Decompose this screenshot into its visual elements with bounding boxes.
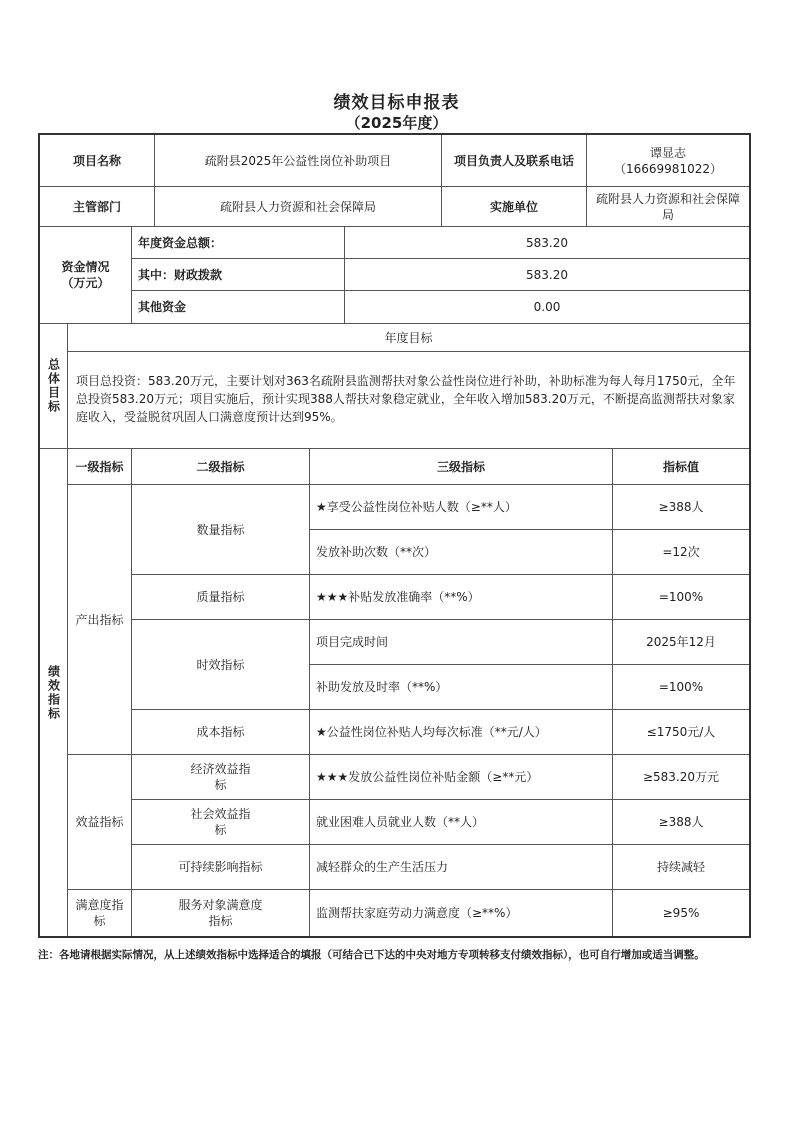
- level3-row-1: ★享受公益性岗位补贴人数（≥**人）: [310, 485, 613, 530]
- indicators-side-label: 绩效指标: [40, 449, 68, 936]
- col-header-level2: 二级指标: [132, 449, 310, 485]
- level3-row-9: 减轻群众的生产生活压力: [310, 845, 613, 890]
- value-row-1: ≥388人: [613, 485, 749, 530]
- funds-fiscal-value: 583.20: [345, 259, 749, 291]
- dept-value: 疏附县人力资源和社会保障局: [155, 187, 442, 227]
- level3-row-7: ★★★发放公益性岗位补贴金额（≥**元）: [310, 755, 613, 800]
- contact-value: [587, 135, 749, 187]
- value-row-8: ≥388人: [613, 800, 749, 845]
- funds-other-value: 0.00: [345, 291, 749, 324]
- project-name-value: 疏附县2025年公益性岗位补助项目: [155, 135, 442, 187]
- level3-row-6: ★公益性岗位补贴人均每次标准（**元/人）: [310, 710, 613, 755]
- level1-benefit: 效益指标: [68, 755, 132, 890]
- level3-row-2: 发放补助次数（**次）: [310, 530, 613, 575]
- funds-total-value: 583.20: [345, 227, 749, 259]
- funds-other-label: 其他资金: [132, 291, 345, 324]
- page-subtitle: （2025年度）: [345, 114, 448, 132]
- level3-row-5: 补助发放及时率（**%）: [310, 665, 613, 710]
- value-row-10: ≥95%: [662, 906, 700, 920]
- value-row-3: =100%: [613, 575, 749, 620]
- funds-total-label: 年度资金总额：: [132, 227, 345, 259]
- level1-satisfaction: 满意度指标: [68, 890, 132, 936]
- goal-text: 项目总投资：583.20万元，主要计划对363名疏附县监测帮扶对象公益性岗位进行补助，补助标准为每人每月1750元，全年总投资583.20万元；项目实施后，预计实现388人帮扶对象稳定就业，全年收入增加583.20万元，不断提高监测帮扶对象家庭收入，受益脱贫巩固人口满意度预计达到95%。: [68, 352, 749, 449]
- level2-social: [132, 800, 310, 845]
- value-row-7: ≥583.20万元: [613, 755, 749, 800]
- value-row-2: =12次: [613, 530, 749, 575]
- goal-header: 年度目标: [68, 324, 749, 352]
- performance-table: [38, 133, 751, 938]
- value-row-9: 持续减轻: [613, 845, 749, 890]
- value-row-4: 2025年12月: [613, 620, 749, 665]
- level2-satisfaction: [132, 890, 310, 936]
- level2-economic: [132, 755, 310, 800]
- level2-timeliness: 时效指标: [132, 620, 310, 710]
- project-name-label: 项目名称: [40, 135, 155, 187]
- level3-row-10: 监测帮扶家庭劳动力满意度（≥**%）: [310, 890, 613, 936]
- col-header-level1: 一级指标: [68, 449, 132, 485]
- level2-cost: 成本指标: [132, 710, 310, 755]
- contact-label: 项目负责人及联系电话: [442, 135, 587, 187]
- dept-label: 主管部门: [40, 187, 155, 227]
- funds-fiscal-label: 其中：财政拨款: [132, 259, 345, 291]
- page-title: 绩效目标申报表: [333, 93, 460, 113]
- level3-row-4: 项目完成时间: [310, 620, 613, 665]
- level2-social-text: 社会效益指标: [190, 807, 251, 837]
- goal-side-label: 总体目标: [40, 324, 68, 449]
- impl-label: 实施单位: [442, 187, 587, 227]
- funds-label: [40, 227, 132, 324]
- level2-sustainable-text: 可持续影响指标: [178, 860, 263, 874]
- level2-quantity: 数量指标: [132, 485, 310, 575]
- value-row-5: =100%: [613, 665, 749, 710]
- impl-value: 疏附县人力资源和社会保障局: [587, 187, 749, 227]
- level3-row-3: ★★★补贴发放准确率（**%）: [310, 575, 613, 620]
- contact-phone: （16669981022）: [614, 161, 722, 176]
- col-header-level3: 三级指标: [310, 449, 613, 485]
- level1-output: 产出指标: [68, 485, 132, 755]
- level2-satisfaction-text: 服务对象满意度指标: [178, 898, 263, 928]
- level2-sustainable: [132, 845, 310, 890]
- level2-quality: 质量指标: [132, 575, 310, 620]
- level3-row-8: 就业困难人员就业人数（**人）: [310, 800, 613, 845]
- footnote: 注：各地请根据实际情况，从上述绩效指标中选择适合的填报（可结合已下达的中央对地方专项转移支付绩效指标），也可自行增加或适当调整。: [38, 949, 705, 961]
- funds-label-text: 资金情况（万元）: [61, 260, 110, 290]
- contact-name: 谭显志: [649, 145, 686, 160]
- col-header-value: 指标值: [613, 449, 749, 485]
- value-row-6: ≤1750元/人: [613, 710, 749, 755]
- level2-economic-text: 经济效益指标: [190, 762, 251, 792]
